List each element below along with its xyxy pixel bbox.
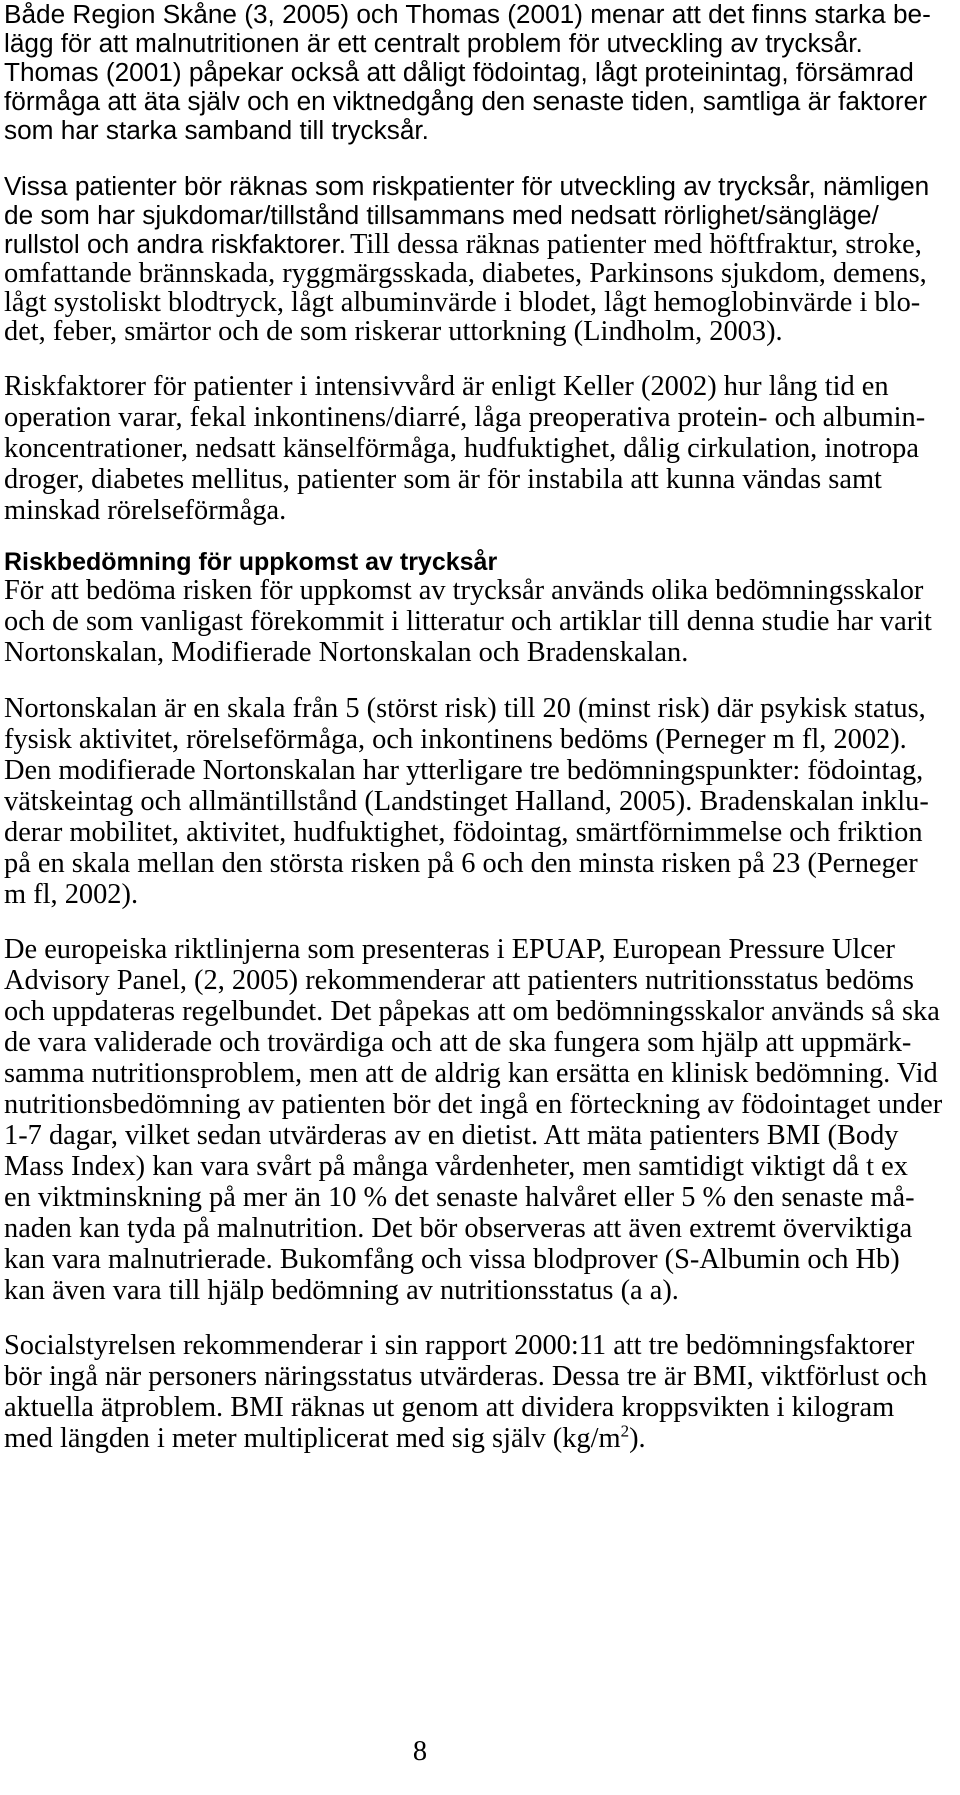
paragraph-risk-patients xyxy=(4,172,960,346)
text-line: För att bedöma risken för uppkomst av trycksår används olika bedömningsskalor xyxy=(4,575,924,606)
text-line: De europeiska riktlinjerna som presenteras i EPUAP, European Pressure Ulcer xyxy=(4,934,895,965)
text-line xyxy=(4,1423,960,1454)
text-line-mixed xyxy=(4,230,960,259)
text-line: Nortonskalan, Modifierade Nortonskalan och Bradenskalan. xyxy=(4,637,689,668)
text-segment: med längden i meter multiplicerat med sig själv (kg/m xyxy=(4,1423,621,1454)
paragraph-assessment-scales xyxy=(4,575,960,668)
text-line: de som har sjukdomar/tillstånd tillsammans med nedsatt rörlighet/sängläge/ xyxy=(4,200,879,230)
text-line: fysisk aktivitet, rörelseförmåga, och inkontinens bedöms (Perneger m fl, 2002). xyxy=(4,724,907,755)
text-line: som har starka samband till trycksår. xyxy=(4,115,429,145)
text-line: Både Region Skåne (3, 2005) och Thomas (2001) menar att det finns starka be- xyxy=(4,0,931,29)
text-line: förmåga att äta själv och en viktnedgång den senaste tiden, samtliga är faktorer xyxy=(4,86,927,116)
text-line: 1-7 dagar, vilket sedan utvärderas av en dietist. Att mäta patienters BMI (Body xyxy=(4,1120,899,1151)
text-segment: ). xyxy=(629,1423,646,1454)
paragraph-malnutrition-evidence xyxy=(4,0,960,145)
text-line: Nortonskalan är en skala från 5 (störst risk) till 20 (minst risk) där psykisk status, xyxy=(4,693,926,724)
text-line: derar mobilitet, aktivitet, hudfuktighet, födointag, smärtförnimmelse och friktion xyxy=(4,817,923,848)
paragraph-intensive-care-risk xyxy=(4,371,960,526)
text-line: droger, diabetes mellitus, patienter som är för instabila att kunna vändas samt xyxy=(4,464,882,495)
paragraph-norton-braden xyxy=(4,693,960,910)
text-line: m fl, 2002). xyxy=(4,879,139,910)
text-line: Den modifierade Nortonskalan har ytterligare tre bedömningspunkter: födointag, xyxy=(4,755,924,786)
text-line: koncentrationer, nedsatt känselförmåga, hudfuktighet, dålig cirkulation, inotropa xyxy=(4,433,919,464)
text-line: lågt systoliskt blodtryck, lågt albuminvärde i blodet, lågt hemoglobinvärde i blo- xyxy=(4,287,921,318)
section-heading: Riskbedömning för uppkomst av trycksår xyxy=(4,548,498,576)
text-line: en viktminskning på mer än 10 % det senaste halvåret eller 5 % den senaste må- xyxy=(4,1182,915,1213)
text-line: Vissa patienter bör räknas som riskpatienter för utveckling av trycksår, nämligen xyxy=(4,171,930,201)
text-line: minskad rörelseförmåga. xyxy=(4,495,287,526)
text-line: bör ingå när personers näringsstatus utvärderas. Dessa tre är BMI, viktförlust och xyxy=(4,1361,928,1392)
text-line: Riskfaktorer för patienter i intensivvård är enligt Keller (2002) hur lång tid en xyxy=(4,371,889,402)
text-segment-sans: rullstol och andra riskfaktorer. xyxy=(4,229,347,259)
paragraph-socialstyrelsen xyxy=(4,1330,960,1454)
text-line: samma nutritionsproblem, men att de aldrig kan ersätta en klinisk bedömning. Vid xyxy=(4,1058,938,1089)
text-line: och de som vanligast förekommit i litteratur och artiklar till denna studie har varit xyxy=(4,606,932,637)
text-line: operation varar, fekal inkontinens/diarré, låga preoperativa protein- och albumin- xyxy=(4,402,926,433)
text-line: på en skala mellan den största risken på 6 och den minsta risken på 23 (Perneger xyxy=(4,848,918,879)
text-line: nutritionsbedömning av patienten bör det ingå en förteckning av födointaget under xyxy=(4,1089,943,1120)
text-line: de vara validerade och trovärdiga och att de ska fungera som hjälp att uppmärk- xyxy=(4,1027,912,1058)
text-line: Mass Index) kan vara svårt på många vårdenheter, men samtidigt viktigt då t ex xyxy=(4,1151,908,1182)
text-line: Advisory Panel, (2, 2005) rekommenderar att patienters nutritionsstatus bedöms xyxy=(4,965,914,996)
text-line: lägg för att malnutritionen är ett centralt problem för utveckling av trycksår. xyxy=(4,28,863,58)
text-segment-serif: Till dessa räknas patienter med höftfraktur, stroke, xyxy=(350,229,922,260)
text-line: aktuella ätproblem. BMI räknas ut genom att dividera kroppsvikten i kilogram xyxy=(4,1392,895,1423)
text-line: Thomas (2001) påpekar också att dåligt födointag, lågt proteinintag, försämrad xyxy=(4,57,914,87)
text-line: kan vara malnutrierade. Bukomfång och vissa blodprover (S-Albumin och Hb) xyxy=(4,1244,900,1275)
text-line: och uppdateras regelbundet. Det påpekas att om bedömningsskalor används så ska xyxy=(4,996,940,1027)
paragraph-epuap-guidelines xyxy=(4,934,960,1306)
superscript: 2 xyxy=(620,1421,630,1441)
text-line: naden kan tyda på malnutrition. Det bör observeras att även extremt överviktiga xyxy=(4,1213,913,1244)
text-line: omfattande brännskada, ryggmärgsskada, diabetes, Parkinsons sjukdom, demens, xyxy=(4,258,927,289)
page-number: 8 xyxy=(412,1736,428,1767)
text-line: det, feber, smärtor och de som riskerar uttorkning (Lindholm, 2003). xyxy=(4,316,783,347)
text-line: vätskeintag och allmäntillstånd (Landstinget Halland, 2005). Bradenskalan inklu- xyxy=(4,786,929,817)
text-line: kan även vara till hjälp bedömning av nutritionsstatus (a a). xyxy=(4,1275,679,1306)
text-line: Socialstyrelsen rekommenderar i sin rapport 2000:11 att tre bedömningsfaktorer xyxy=(4,1330,915,1361)
